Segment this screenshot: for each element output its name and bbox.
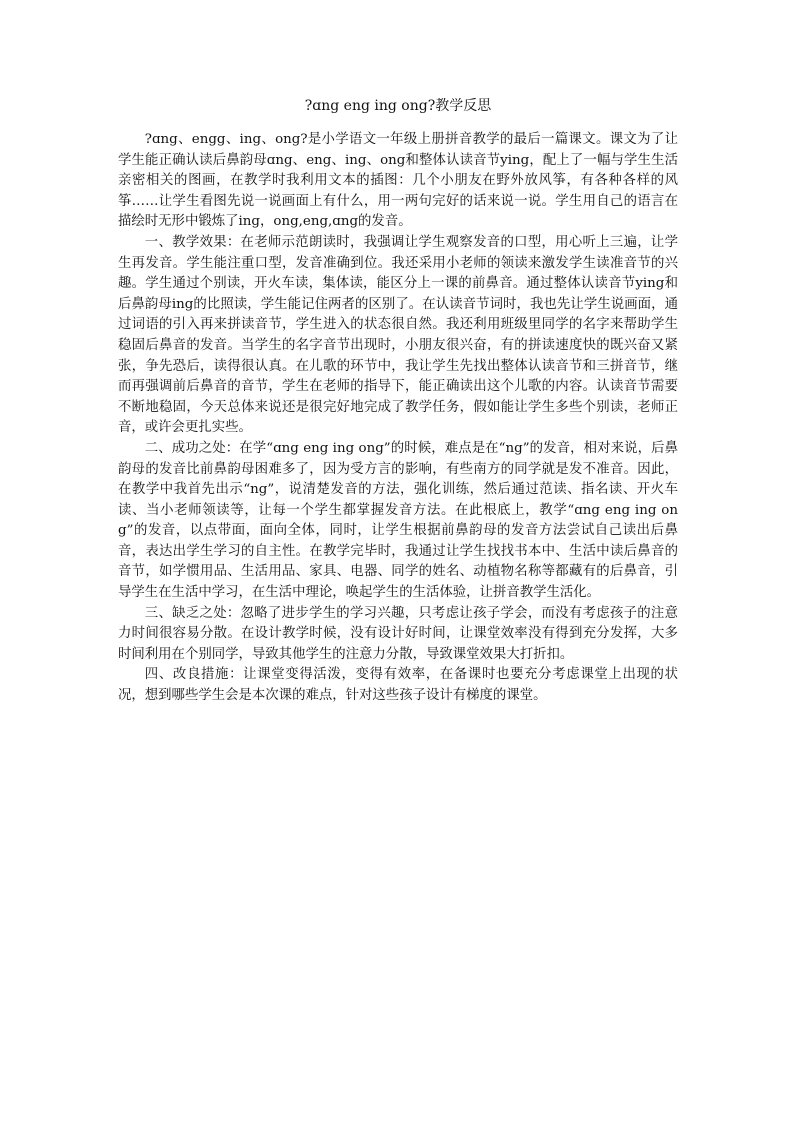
document-title: ?ɑng eng ing ong?教学反思 (304, 98, 492, 114)
teaching-effect-paragraph: 一、教学效果：在老师示范朗读时，我强调让学生观察发音的口型，用心听上三遍，让学生再发音。学生能注重口型，发音准确到位。我还采用小老师的领读来激发学生读准音节的兴趣。学生通过个别读，开火车读，集体读，能区分上一课的前鼻音。通过整体认读音节ying和后鼻韵母ing的比照读，学生能记住两者的区别了。在认读音节词时，我也先让学生说画面，通过词语的引入再来拼读音节，学生进入的状态很自然。我还利用班级里同学的名字来帮助学生稳固后鼻音的发音。当学生的名字音节出现时，小朋友很兴奋，有的拼读速度快的既兴奋又紧张，争先恐后，读得很认真。在儿歌的环节中，我让学生先找出整体认读音节和三拼音节，继而再强调前后鼻音的音节，学生在老师的指导下，能正确读出这个儿歌的内容。认读音节需要不断地稳固，今天总体来说还是很完好地完成了教学任务，假如能让学生多些个别读，老师正音，或许会更扎实些。 (118, 234, 678, 436)
intro-paragraph: ?ɑng、engg、ing、ong?是小学语文一年级上册拼音教学的最后一篇课文。课文为了让学生能正确认读后鼻韵母ɑng、eng、ing、ong和整体认读音节ying，配上了一幅与学生生活亲密相关的图画，在教学时我利用文本的插图：几个小朋友在野外放风筝，有各种各样的风筝……让学生看图先说一说画面上有什么，用一两句完好的话来说一说。学生用自己的语言在描绘时无形中锻炼了ing，ong,eng,ɑng的发音。 (118, 132, 678, 230)
improvement-paragraph: 四、改良措施：让课堂变得活泼，变得有效率，在备课时也要充分考虑课堂上出现的状况，想到哪些学生会是本次课的难点，针对这些孩子设计有梯度的课堂。 (118, 667, 678, 704)
success-paragraph: 二、成功之处：在学“ɑng eng ing ong”的时候，难点是在“ng”的发音，相对来说，后鼻韵母的发音比前鼻韵母困难多了，因为受方言的影响，有些南方的同学就是发不准音。因此，在教学中我首先出示“ng”，说清楚发音的方法，强化训练，然后通过范读、指名读、开火车读、当小老师领读等，让每一个学生都掌握发音方法。在此根底上，教学“ɑng eng ing ong”的发音，以点带面，面向全体，同时，让学生根据前鼻韵母的发音方法尝试自己读出后鼻音，表达出学生学习的自主性。在教学完毕时，我通过让学生找找书本中、生活中读后鼻音的音节，如学惯用品、生活用品、家具、电器、同学的姓名、动植物名称等都藏有的后鼻音，引导学生在生活中学习，在生活中理论，唤起学生的生活体验，让拼音教学生活化。 (118, 440, 678, 601)
document-page (118, 96, 678, 707)
shortcoming-paragraph: 三、缺乏之处：忽略了进步学生的学习兴趣，只考虑让孩子学会，而没有考虑孩子的注意力时间很容易分散。在设计教学时候，没有设计好时间，让课堂效率没有得到充分发挥，大多时间利用在个别同学，导致其他学生的注意力分散，导致课堂效果大打折扣。 (118, 605, 678, 662)
